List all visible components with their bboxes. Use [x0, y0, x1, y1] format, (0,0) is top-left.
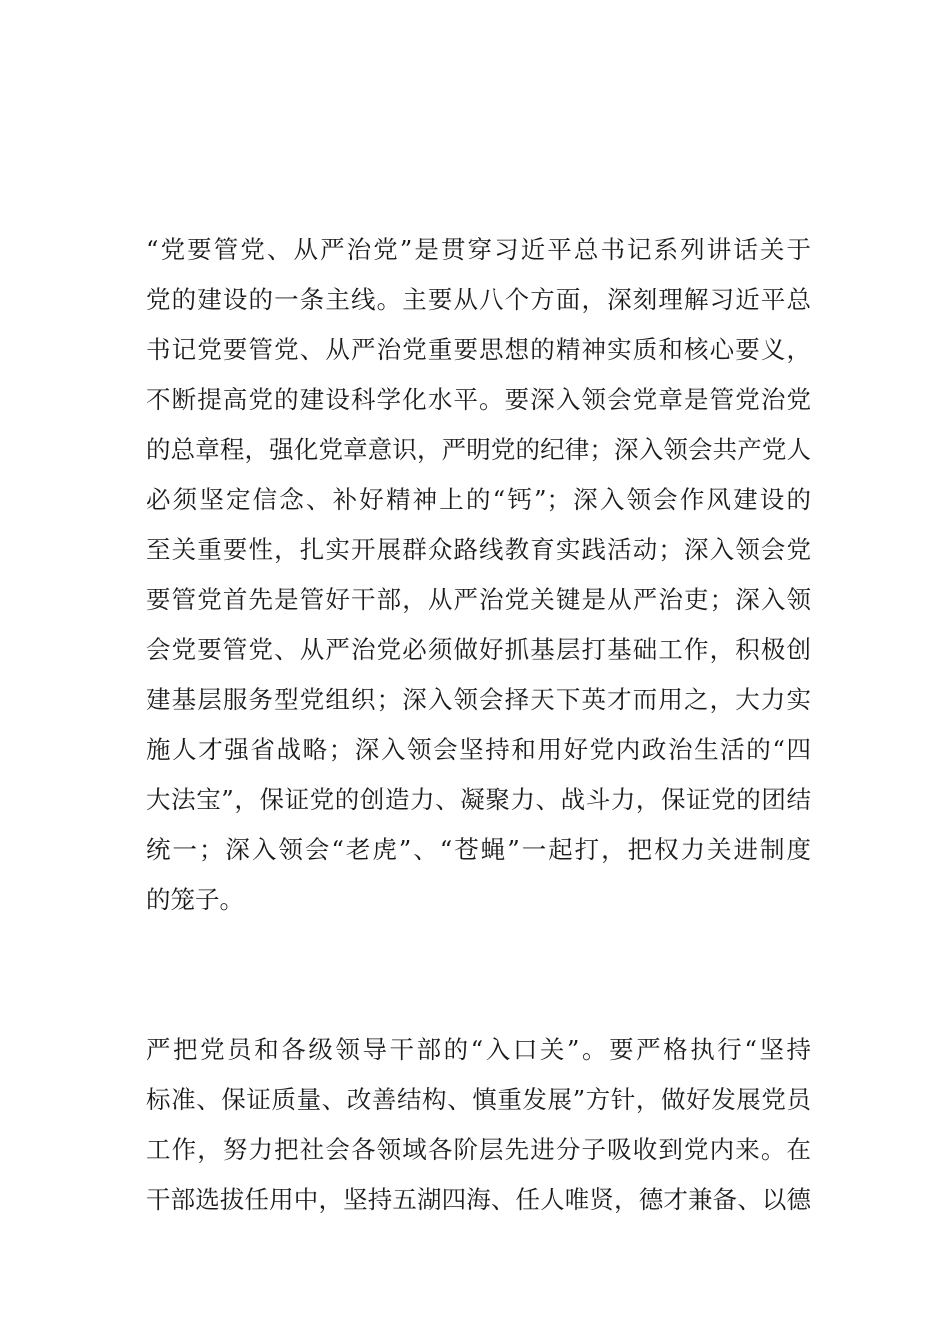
text-line: 严把党员和各级领导干部的“入口关”。要严格执行“坚持	[146, 1035, 811, 1064]
text-line: 党的建设的一条主线。主要从八个方面，深刻理解习近平总	[146, 285, 811, 314]
text-line: 建基层服务型党组织；深入领会择天下英才而用之，大力实	[146, 685, 811, 714]
text-line: 工作，努力把社会各领域各阶层先进分子吸收到党内来。在	[146, 1135, 811, 1164]
text-line: 施人才强省战略；深入领会坚持和用好党内政治生活的“四	[146, 735, 811, 764]
text-line: 必须坚定信念、补好精神上的“钙”；深入领会作风建设的	[146, 485, 811, 514]
text-line: 书记党要管党、从严治党重要思想的精神实质和核心要义，	[146, 335, 811, 364]
text-line: 标准、保证质量、改善结构、慎重发展”方针，做好发展党员	[146, 1085, 811, 1114]
text-line: 大法宝”，保证党的创造力、凝聚力、战斗力，保证党的团结	[146, 785, 811, 814]
text-line: 干部选拔任用中，坚持五湖四海、任人唯贤，德才兼备、以德	[146, 1185, 811, 1214]
text-line: 会党要管党、从严治党必须做好抓基层打基础工作，积极创	[146, 635, 811, 664]
text-line: 要管党首先是管好干部，从严治党关键是从严治吏；深入领	[146, 585, 811, 614]
text-line: 至关重要性，扎实开展群众路线教育实践活动；深入领会党	[146, 535, 811, 564]
text-line: “党要管党、从严治党”是贯穿习近平总书记系列讲话关于	[146, 235, 811, 264]
paragraph-member-admission	[146, 1025, 811, 1225]
text-line: 不断提高党的建设科学化水平。要深入领会党章是管党治党	[146, 385, 811, 414]
text-line: 统一；深入领会“老虎”、“苍蝇”一起打，把权力关进制度	[146, 835, 811, 864]
paragraph-party-discipline	[146, 225, 811, 925]
text-line: 的总章程，强化党章意识，严明党的纪律；深入领会共产党人	[146, 435, 811, 464]
text-line: 的笼子。	[146, 885, 244, 914]
